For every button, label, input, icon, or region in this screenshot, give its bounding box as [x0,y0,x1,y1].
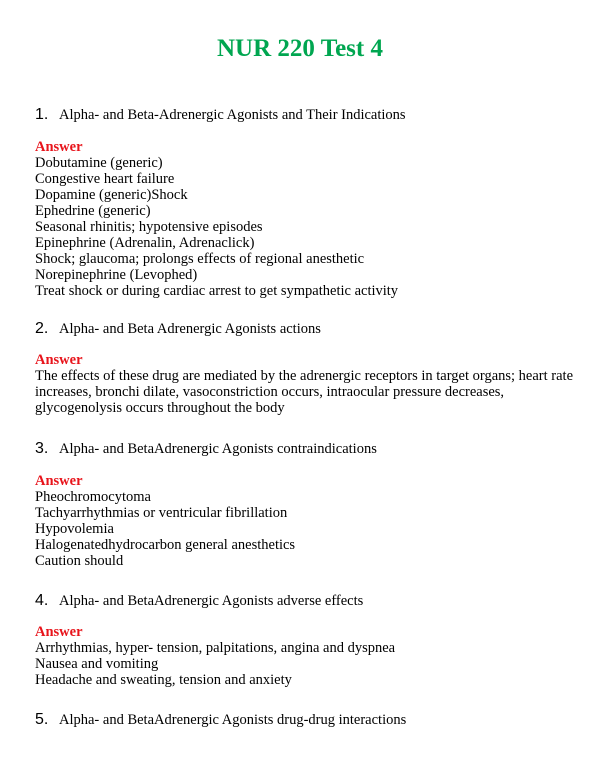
question-text: Alpha- and Beta Adrenergic Agonists actions [59,321,321,337]
question-1 [35,106,406,124]
answer-line: Halogenatedhydrocarbon general anesthetics [35,537,296,553]
answer-line: Hypovolemia [35,521,114,537]
question-text: Alpha- and BetaAdrenergic Agonists contraindications [59,441,377,457]
answer-line: Treat shock or during cardiac arrest to get sympathetic activity [35,283,399,299]
answer-line: Caution should [35,553,124,569]
answer-line: Arrhythmias, hyper- tension, palpitations, angina and dyspnea [35,640,396,656]
answer-line: Seasonal rhinitis; hypotensive episodes [35,219,263,235]
question-number: 3. [35,440,49,457]
question-text: Alpha- and BetaAdrenergic Agonists adverse effects [59,593,364,609]
answer-line: Shock; glaucoma; prolongs effects of regional anesthetic [35,251,365,267]
answer-line: Tachyarrhythmias or ventricular fibrillation [35,505,288,521]
question-number: 4. [35,592,49,609]
question-5 [35,711,406,729]
answer-line: Epinephrine (Adrenalin, Adrenaclick) [35,235,255,251]
answer-line: Headache and sweating, tension and anxiety [35,672,292,688]
answer-label: Answer [35,139,83,155]
question-2 [35,320,321,338]
question-number: 2. [35,320,49,337]
question-number: 5. [35,711,49,728]
answer-line: Dopamine (generic)Shock [35,187,188,203]
question-4 [35,592,363,610]
document-title: NUR 220 Test 4 [217,35,383,62]
answer-3 [35,489,295,569]
question-3 [35,440,377,458]
answer-line: Congestive heart failure [35,171,175,187]
answer-2: The effects of these drug are mediated by the adrenergic receptors in target organs; heart rate increases, bronchi dilate, vasoconstriction occurs, intraocular pressure decreases, glycogenolysis occurs throughout the body [35,368,574,416]
answer-label: Answer [35,352,83,368]
answer-label: Answer [35,473,83,489]
answer-1 [35,155,398,299]
answer-line: Norepinephrine (Levophed) [35,267,198,283]
answer-4 [35,640,395,688]
answer-line: Nausea and vomiting [35,656,159,672]
question-number: 1. [35,106,49,123]
answer-line: Ephedrine (generic) [35,203,151,219]
answer-line: Dobutamine (generic) [35,155,163,171]
question-text: Alpha- and Beta-Adrenergic Agonists and Their Indications [59,107,406,123]
question-text: Alpha- and BetaAdrenergic Agonists drug-drug interactions [59,712,407,728]
answer-line: Pheochromocytoma [35,489,151,505]
answer-label: Answer [35,624,83,640]
